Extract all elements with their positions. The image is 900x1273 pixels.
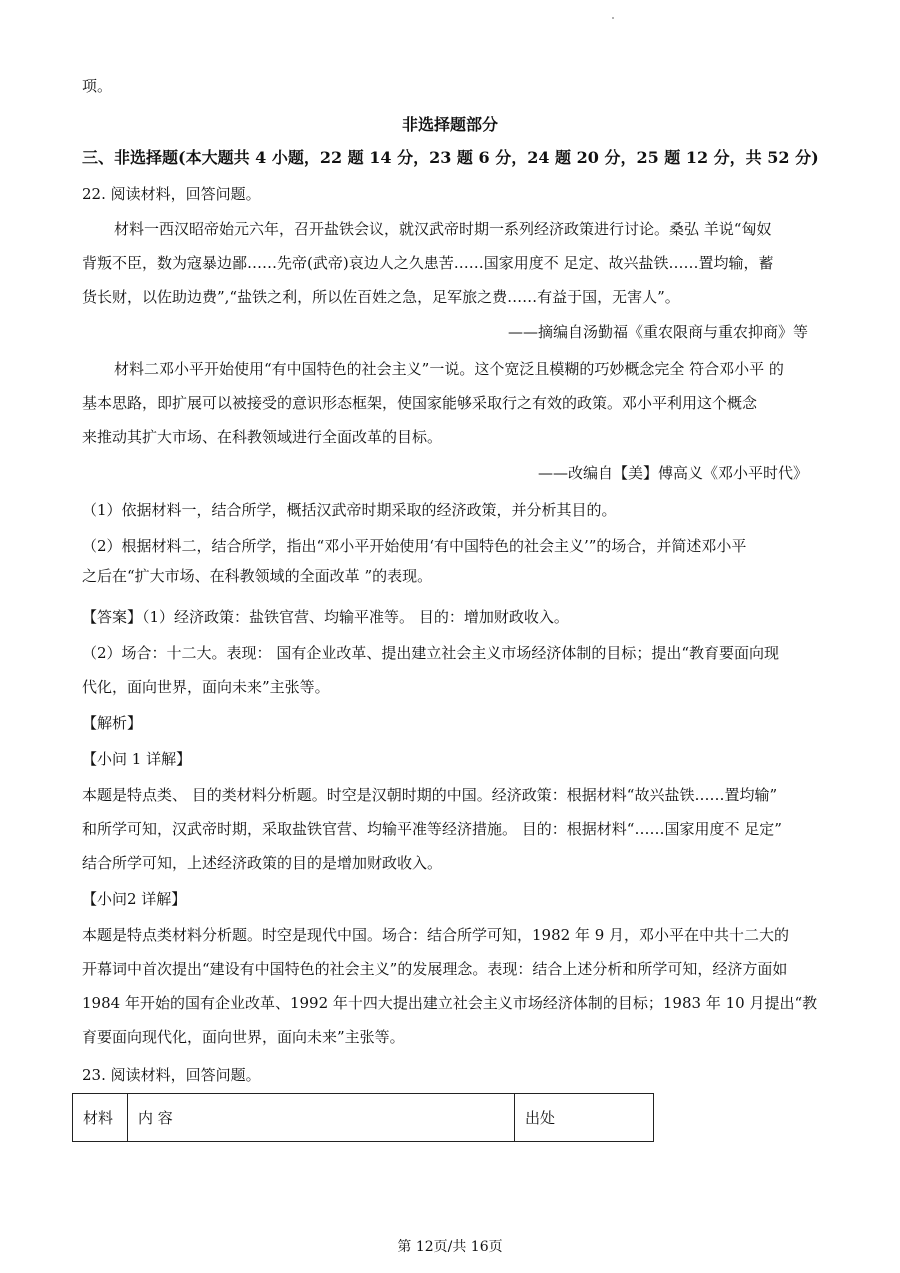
sub-1-detail-line: 本题是特点类、 目的类材料分析题。时空是汉朝时期的中国。经济政策：根据材料“故兴盐铁……置均输”: [82, 786, 778, 804]
table-header-row: [73, 1094, 654, 1142]
sub-question-2-line: 之后在“扩大市场、在科教领域的全面改革 ”的表现。: [82, 567, 433, 585]
section-heading: 三、非选择题(本大题共 4 小题，22 题 14 分，23 题 6 分，24 题 20 分，25 题 12 分，共 52 分): [82, 148, 819, 167]
sub-2-detail-tag: 【小问2 详解】: [82, 890, 187, 908]
question-22-stem: 22. 阅读材料，回答问题。: [82, 185, 261, 203]
material-table: [72, 1093, 654, 1142]
answer-line: 代化，面向世界，面向未来”主张等。: [82, 678, 330, 696]
question-23-stem: 23. 阅读材料，回答问题。: [82, 1066, 261, 1084]
answer-line: （2）场合：十二大。表现： 国有企业改革、提出建立社会主义市场经济体制的目标；提出“教育要面向现: [82, 644, 779, 662]
sub-2-detail-line: 开幕词中首次提出“建设有中国特色的社会主义”的发展理念。表现：结合上述分析和所学可知，经济方面如: [82, 960, 788, 978]
material-1-line: 背叛不臣，数为寇暴边鄙……先帝(武帝)哀边人之久患苦……国家用度不 足定、故兴盐铁……置均输，蓄: [82, 254, 774, 272]
answer-line: 【答案】（1）经济政策：盐铁官营、均输平准等。 目的：增加财政收入。: [82, 608, 569, 626]
table-header-cell: 材料: [73, 1094, 128, 1142]
section-title: 非选择题部分: [401, 115, 498, 134]
material-1-line: 货长财，以佐助边费”,“盐铁之利，所以佐百姓之急，足军旅之费……有益于国，无害人”。: [82, 288, 680, 306]
sub-1-detail-tag: 【小问 1 详解】: [82, 750, 192, 768]
material-2-line: 基本思路，即扩展可以被接受的意识形态框架，使国家能够采取行之有效的政策。邓小平利用这个概念: [82, 394, 758, 412]
scan-dot: [612, 17, 614, 19]
material-2-source: ——改编自【美】傅高义《邓小平时代》: [537, 464, 808, 482]
material-1-line: 材料一西汉昭帝始元六年，召开盐铁会议，就汉武帝时期一系列经济政策进行讨论。桑弘 羊说“匈奴: [114, 220, 772, 238]
sub-question-2-line: （2）根据材料二，结合所学，指出“邓小平开始使用‘有中国特色的社会主义’”的场合，并简述邓小平: [82, 537, 747, 555]
top-fragment: 项。: [82, 77, 113, 95]
material-2-line: 来推动其扩大市场、在科教领域进行全面改革的目标。: [82, 428, 443, 446]
page-footer: 第 12页/共 16页: [397, 1239, 503, 1255]
sub-2-detail-line: 1984 年开始的国有企业改革、1992 年十四大提出建立社会主义市场经济体制的目标；1983 年 10 月提出“教: [82, 994, 818, 1012]
sub-1-detail-line: 和所学可知，汉武帝时期，采取盐铁官营、均输平准等经济措施。 目的：根据材料“……国家用度不 足定”: [82, 820, 782, 838]
sub-2-detail-line: 本题是特点类材料分析题。时空是现代中国。场合：结合所学可知，1982 年 9 月，邓小平在中共十二大的: [82, 926, 790, 944]
sub-1-detail-line: 结合所学可知，上述经济政策的目的是增加财政收入。: [82, 854, 443, 872]
material-1-source: ——摘编自汤勤福《重农限商与重农抑商》等: [507, 323, 808, 341]
table-header-cell: 内 容: [128, 1094, 515, 1142]
analysis-tag: 【解析】: [82, 714, 143, 732]
material-2-line: 材料二邓小平开始使用“有中国特色的社会主义”一说。这个宽泛且模糊的巧妙概念完全 符合邓小平 的: [114, 360, 784, 378]
table-header-cell: 出处: [515, 1094, 654, 1142]
sub-question-1: （1）依据材料一，结合所学，概括汉武帝时期采取的经济政策，并分析其目的。: [82, 501, 617, 519]
sub-2-detail-line: 育要面向现代化，面向世界，面向未来”主张等。: [82, 1028, 405, 1046]
